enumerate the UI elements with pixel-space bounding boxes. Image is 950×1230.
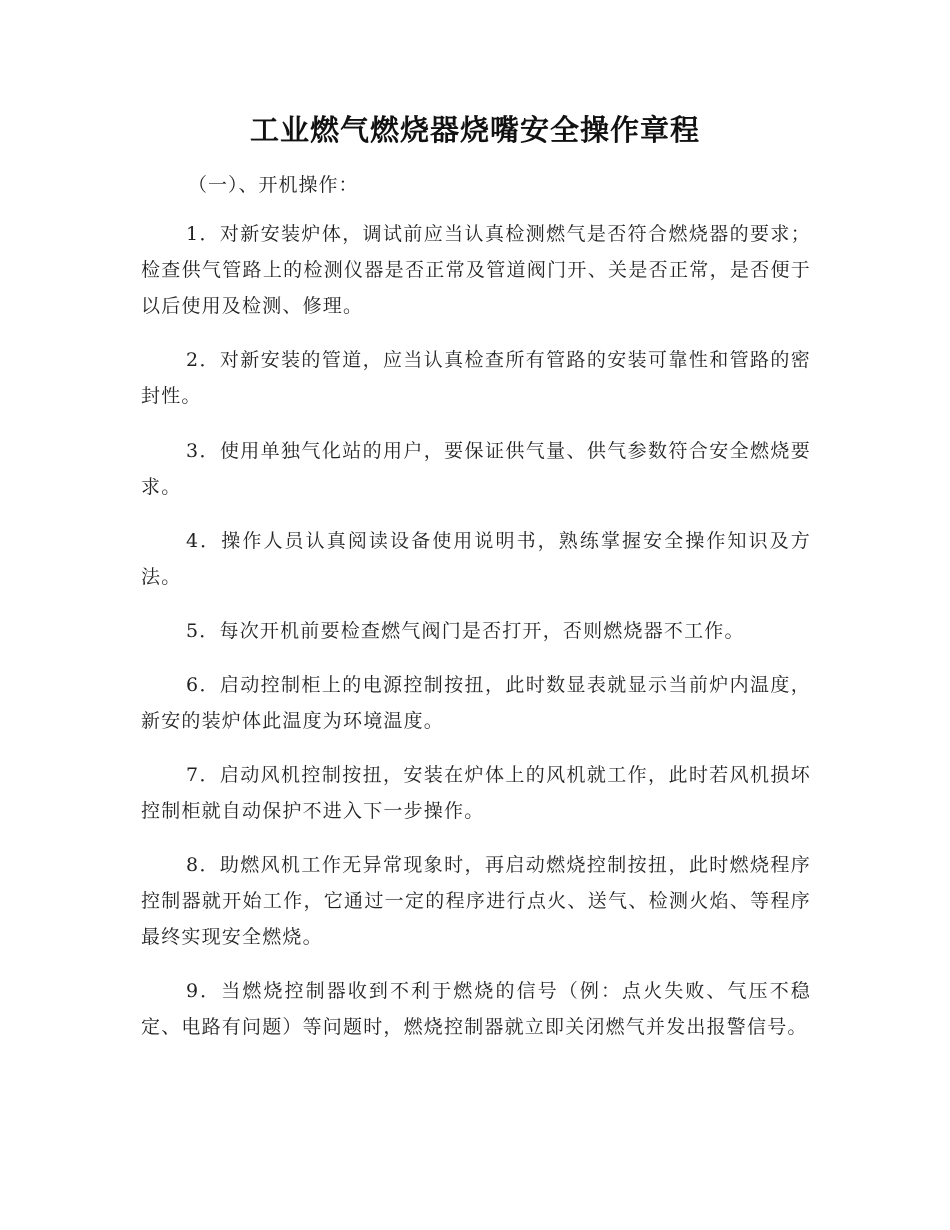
paragraph-8: 8．助燃风机工作无异常现象时，再启动燃烧控制按扭，此时燃烧程序控制器就开始工作，它通过一定的程序进行点火、送气、检测火焰、等程序最终实现安全燃烧。 (141, 854, 811, 948)
paragraph-2: 2．对新安装的管道，应当认真检查所有管路的安装可靠性和管路的密封性。 (141, 349, 811, 407)
section-heading: （一）、开机操作： (188, 174, 359, 196)
paragraph-5: 5．每次开机前要检查燃气阀门是否打开，否则燃烧器不工作。 (186, 620, 745, 642)
document-title: 工业燃气燃烧器烧嘴安全操作章程 (249, 113, 700, 147)
paragraph-4: 4．操作人员认真阅读设备使用说明书，熟练掌握安全操作知识及方法。 (141, 530, 811, 588)
paragraph-6: 6．启动控制柜上的电源控制按扭，此时数显表就显示当前炉内温度，新安的装炉体此温度为环境温度。 (141, 674, 811, 732)
paragraph-1: 1．对新安装炉体，调试前应当认真检测燃气是否符合燃烧器的要求；检查供气管路上的检测仪器是否正常及管道阀门开、关是否正常，是否便于以后使用及检测、修理。 (141, 223, 811, 317)
paragraph-9: 9．当燃烧控制器收到不利于燃烧的信号（例：点火失败、气压不稳定、电路有问题）等问题时，燃烧控制器就立即关闭燃气并发出报警信号。 (141, 980, 811, 1038)
paragraph-3: 3．使用单独气化站的用户，要保证供气量、供气参数符合安全燃烧要求。 (141, 440, 811, 498)
paragraph-7: 7．启动风机控制按扭，安装在炉体上的风机就工作，此时若风机损坏控制柜就自动保护不进入下一步操作。 (141, 764, 811, 822)
